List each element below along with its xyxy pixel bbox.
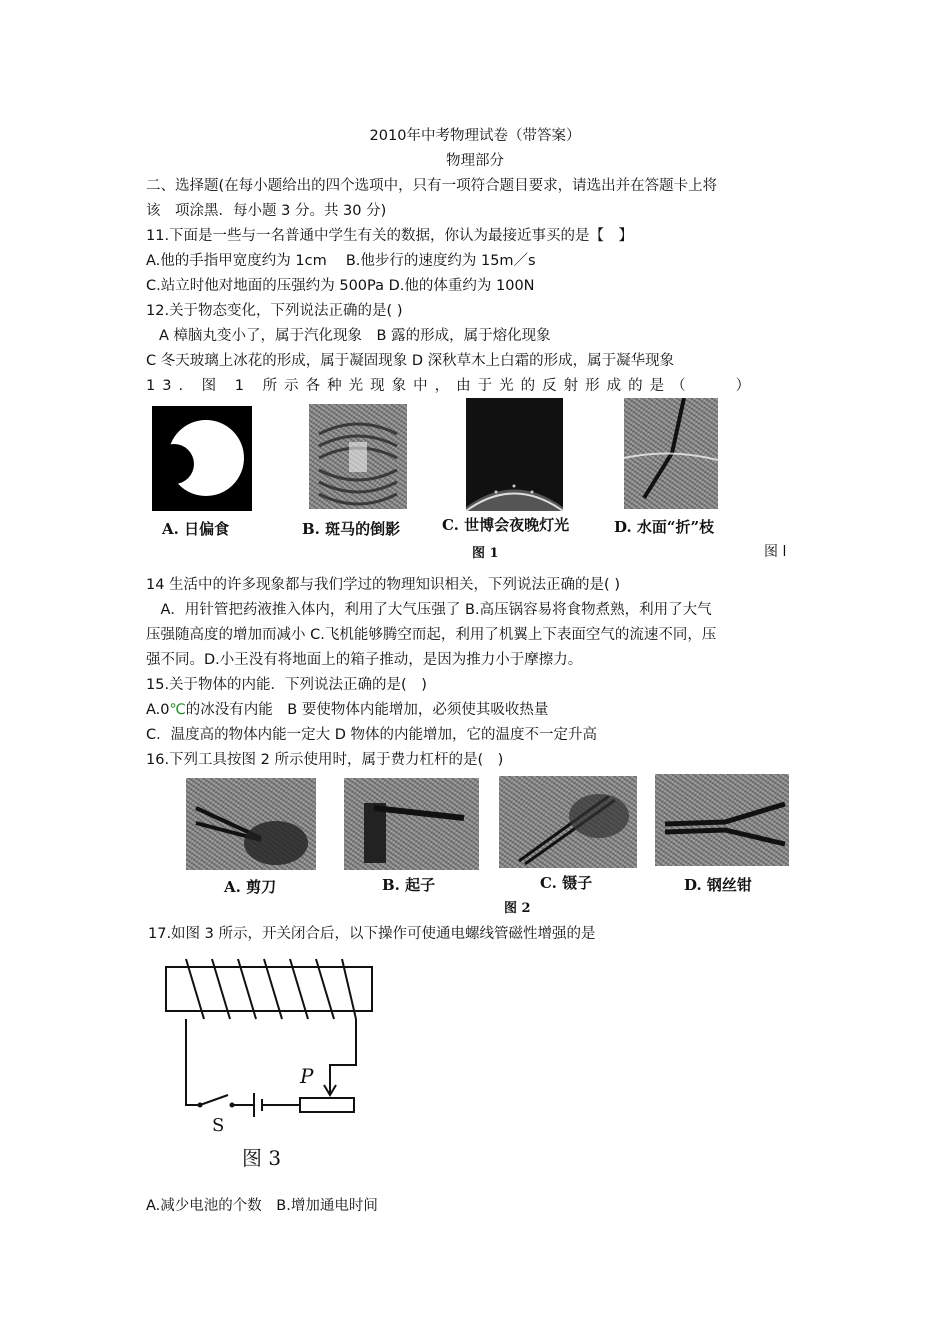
figure-1 bbox=[146, 396, 806, 566]
figure-2-photo-c bbox=[499, 776, 637, 868]
q12-options-ab: A 樟脑丸变小了，属于汽化现象 B 露的形成，属于熔化现象 bbox=[159, 328, 551, 344]
figure-2-photo-a bbox=[186, 778, 316, 870]
figure-1-photo-b bbox=[309, 404, 407, 509]
q16-stem: 16.下列工具按图 2 所示使用时，属于费力杠杆的是( ) bbox=[146, 752, 504, 768]
figure-2-caption-b: B. 起子 bbox=[382, 876, 436, 894]
q15-options-cd: C．温度高的物体内能一定大 D 物体的内能增加，它的温度不一定升高 bbox=[146, 727, 598, 743]
figure-2-label: 图 2 bbox=[504, 901, 531, 916]
q11-stem: 11.下面是一些与一名普通中学生有关的数据，你认为最接近事买的是【 】 bbox=[146, 228, 634, 244]
figure-1-label: 图 1 bbox=[472, 546, 499, 561]
figure-2 bbox=[186, 772, 796, 917]
label-p: P bbox=[300, 1064, 314, 1088]
expo-lights-image bbox=[466, 398, 563, 511]
figure-2-caption-d: D. 钢丝钳 bbox=[684, 876, 752, 894]
figure-1-photo-d bbox=[624, 398, 718, 509]
q11-options-ab: A.他的手指甲宽度约为 1cm B.他步行的速度约为 15m／s bbox=[146, 253, 536, 269]
figure-3-circuit bbox=[150, 955, 390, 1175]
solenoid-circuit-diagram bbox=[150, 955, 390, 1175]
q17-stem: 17.如图 3 所示，开关闭合后，以下操作可使通电螺线管磁性增强的是 bbox=[148, 926, 596, 942]
q13-stem: 13. 图 1 所示各种光现象中，由于光的反射形成的是（ ） bbox=[146, 378, 758, 394]
figure-3-label: 图 3 bbox=[242, 1146, 282, 1170]
figure-1-photo-a bbox=[152, 406, 252, 511]
q14-text-line2: 压强随高度的增加而减小 C.飞机能够腾空而起，利用了机翼上下表面空气的流速不同，压 bbox=[146, 627, 717, 643]
figure-2-photo-d bbox=[655, 774, 789, 866]
q11-options-cd: C.站立时他对地面的压强约为 500Pa D.他的体重约为 100N bbox=[146, 278, 535, 294]
figure-1-label-right: 图 l bbox=[764, 544, 787, 560]
figure-2-photo-b bbox=[344, 778, 479, 870]
zebra-reflection-image bbox=[309, 404, 407, 509]
q15-option-a-prefix: A.0 bbox=[146, 702, 170, 718]
figure-1-caption-c: C. 世博会夜晚灯光 bbox=[442, 516, 570, 534]
q14-stem: 14 生活中的许多现象都与我们学过的物理知识相关，下列说法正确的是( ) bbox=[146, 577, 620, 593]
section-instructions-line1: 二、选择题(在每小题给出的四个选项中，只有一项符合题目要求，请选出并在答题卡上将 bbox=[146, 178, 718, 194]
q14-text-line1: A．用针管把药液推入体内，利用了大气压强了 B.高压锅容易将食物煮熟，利用了大气 bbox=[146, 602, 712, 618]
q15-options-ab-text: 的冰没有内能 B 要使物体内能增加，必须使其吸收热量 bbox=[185, 702, 549, 718]
celsius-symbol: ℃ bbox=[169, 702, 186, 718]
scissors-image bbox=[186, 778, 316, 870]
q15-stem: 15.关于物体的内能．下列说法正确的是( ) bbox=[146, 677, 427, 693]
bent-branch-image bbox=[624, 398, 718, 509]
q14-text-line3: 强不同。D.小王没有将地面上的箱子推动，是因为推力小于摩擦力。 bbox=[146, 652, 583, 668]
q12-options-cd: C 冬天玻璃上冰花的形成，属于凝固现象 D 深秋草木上白霜的形成，属于凝华现象 bbox=[146, 353, 675, 369]
pliers-image bbox=[655, 774, 789, 866]
label-s: S bbox=[212, 1115, 225, 1136]
figure-2-caption-c: C. 镊子 bbox=[540, 874, 593, 892]
q15-options-ab bbox=[146, 700, 548, 720]
section-instructions-line2: 该 项涂黑．每小题 3 分。共 30 分) bbox=[146, 203, 387, 219]
q17-options: A.减少电池的个数 B.增加通电时间 bbox=[146, 1198, 378, 1214]
exam-title: 2010年中考物理试卷（带答案） bbox=[369, 128, 581, 144]
figure-1-caption-b: B. 斑马的倒影 bbox=[302, 520, 401, 538]
q12-stem: 12.关于物态变化，下列说法正确的是( ) bbox=[146, 303, 403, 319]
figure-1-caption-d: D. 水面“折”枝 bbox=[614, 518, 715, 536]
bottle-opener-image bbox=[344, 778, 479, 870]
figure-1-caption-a: A. 日偏食 bbox=[162, 520, 230, 538]
eclipse-image bbox=[152, 406, 252, 511]
figure-1-photo-c bbox=[466, 398, 563, 511]
exam-subtitle: 物理部分 bbox=[446, 153, 504, 169]
figure-2-caption-a: A. 剪刀 bbox=[224, 878, 277, 896]
tweezers-image bbox=[499, 776, 637, 868]
